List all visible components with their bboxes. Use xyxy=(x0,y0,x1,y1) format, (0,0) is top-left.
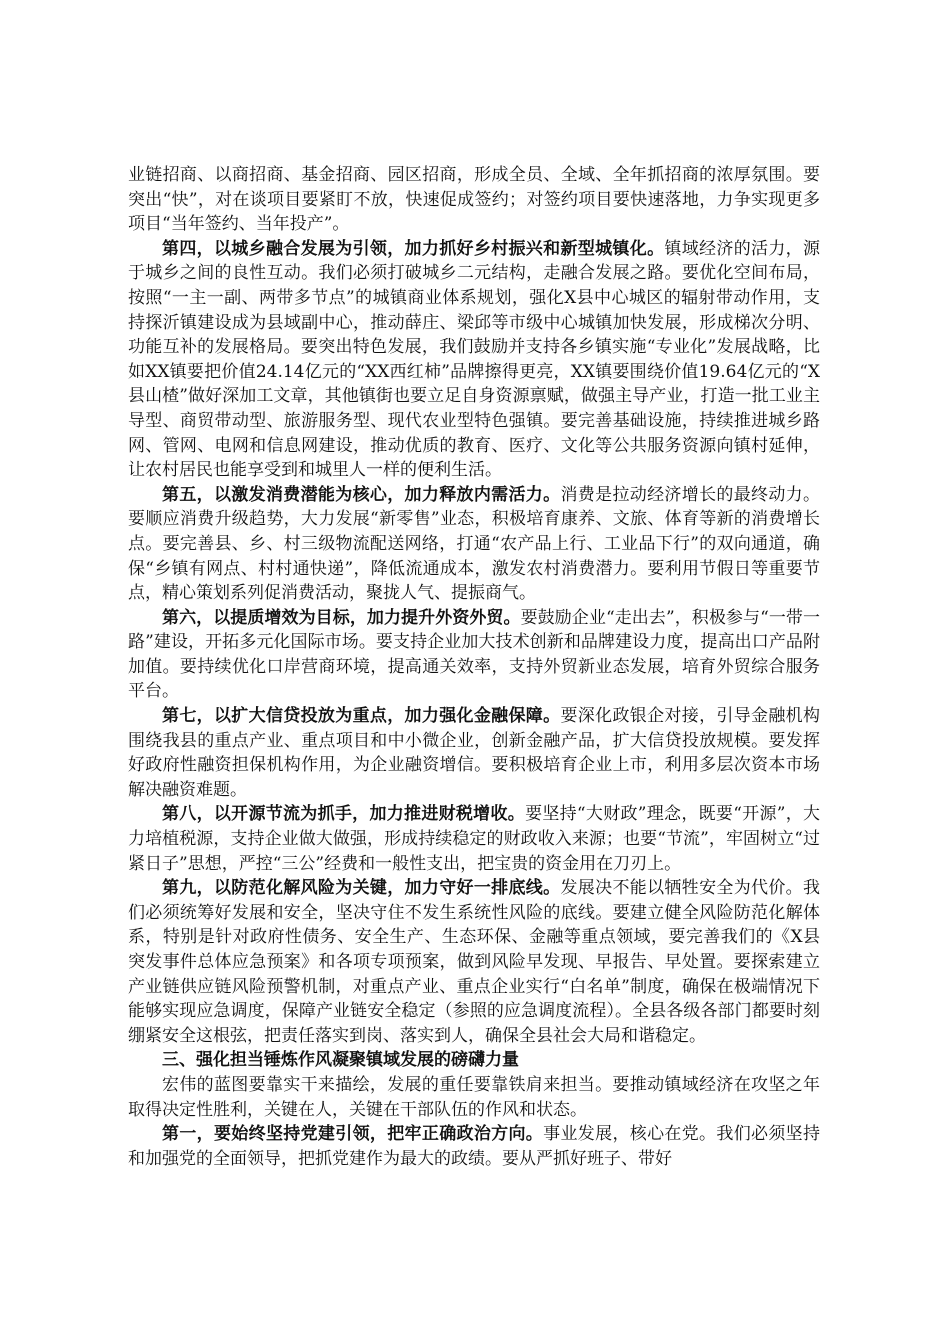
paragraph-text: 镇域经济的活力，源于城乡之间的良性互动。我们必须打破城乡二元结构，走融合发展之路。要优化空间布局，按照“一主一副、两带多节点”的城镇商业体系规划，强化X县中心城区的辐射带动作用，支持探沂镇建设成为县域副中心，推动薛庄、梁邱等市级中心城镇加快发展，形成梯次分明、功能互补的发展格局。要突出特色发展，我们鼓励并支持各乡镇实施“专业化”发展战略，比如XX镇要把价值24.14亿元的“XX西红柿”品牌擦得更亮，XX镇要围绕价值19.64亿元的“X县山楂”做好深加工文章，其他镇街也要立足自身资源禀赋，做强主导产业，打造一批工业主导型、商贸带动型、旅游服务型、现代农业型特色强镇。要完善基础设施，持续推进城乡路网、管网、电网和信息网建设，推动优质的教育、医疗、文化等公共服务资源向镇村延伸，让农村居民也能享受到和城里人一样的便利生活。 xyxy=(128,238,821,481)
paragraph-text: 要坚持“大财政”理念，既要“开源”，大力培植税源，支持企业做大做强，形成持续稳定的财政收入来源；也要“节流”，牢固树立“过紧日子”思想，严控“三公”经费和一般性支出，把宝贵的资金用在刀刃上。 xyxy=(128,804,821,874)
paragraph-text: 消费是拉动经济增长的最终动力。要顺应消费升级趋势，大力发展“新零售”业态，积极培育康养、文旅、体育等新的消费增长点。要完善县、乡、村三级物流配送网络，打通“农产品上行、工业品下行”的双向通道，确保“乡镇有网点、村村通快递”，降低流通成本，激发农村消费潜力。要利用节假日等重要节点，精心策划系列促消费活动，聚拢人气、提振商气。 xyxy=(128,484,821,604)
paragraph-lead: 第五，以激发消费潜能为核心，加力释放内需活力。 xyxy=(162,484,561,505)
paragraph-text: 要鼓励企业“走出去”，积极参与“一带一路”建设，开拓多元化国际市场。要支持企业加大技术创新和品牌建设力度，提高出口产品附加值。要持续优化口岸营商环境，提高通关效率，支持外贸新业态发展，培育外贸综合服务平台。 xyxy=(128,607,820,702)
paragraph-ninth xyxy=(128,876,820,1048)
paragraph-lead: 第六，以提质增效为目标，加力提升外资外贸。 xyxy=(162,607,521,628)
section-heading: 三、强化担当锤炼作风凝聚镇域发展的磅礴力量 xyxy=(162,1050,519,1071)
paragraph-section-intro xyxy=(128,1073,820,1122)
paragraph-continuation xyxy=(128,163,820,237)
paragraph-first-point xyxy=(128,1122,820,1171)
paragraph-sixth xyxy=(128,606,820,704)
paragraph-lead: 第八，以开源节流为抓手，加力推进财税增收。 xyxy=(162,804,526,825)
paragraph-lead: 第九，以防范化解风险为关键，加力守好一排底线。 xyxy=(162,878,561,899)
document-page xyxy=(128,163,820,1171)
paragraph-text: 要深化政银企对接，引导金融机构围绕我县的重点产业、重点项目和中小微企业，创新金融产品，扩大信贷投放规模。要发挥好政府性融资担保机构作用，为企业融资增信。要积极培育企业上市，利用多层次资本市场解决融资难题。 xyxy=(128,706,821,800)
paragraph-text: 发展决不能以牺牲安全为代价。我们必须统筹好发展和安全，坚决守住不发生系统性风险的底线。要建立健全风险防范化解体系，特别是针对政府性债务、安全生产、生态环保、金融等重点领域，要完善我们的《X县突发事件总体应急预案》和各项专项预案，做到风险早发现、早报告、早处置。要探索建立产业链供应链风险预警机制，对重点产业、重点企业实行“白名单”制度，确保在极端情况下能够实现应急调度，保障产业链安全稳定（参照的应急调度流程）。全县各级各部门都要时刻绷紧安全这根弦，把责任落实到岗、落实到人，确保全县社会大局和谐稳定。 xyxy=(128,878,821,1046)
paragraph-lead: 第四，以城乡融合发展为引领，加力抓好乡村振兴和新型城镇化。 xyxy=(162,238,665,259)
paragraph-text: 事业发展，核心在党。我们必须坚持和加强党的全面领导，把抓党建作为最大的政绩。要从严抓好班子、带好 xyxy=(128,1124,821,1169)
paragraph-eighth xyxy=(128,802,820,876)
paragraph-seventh xyxy=(128,704,820,802)
paragraph-text: 业链招商、以商招商、基金招商、园区招商，形成全员、全域、全年抓招商的浓厚氛围。要突出“快”，对在谈项目要紧盯不放，快速促成签约；对签约项目要快速落地，力争实现更多项目“当年签约、当年投产”。 xyxy=(128,165,820,235)
paragraph-lead: 第七，以扩大信贷投放为重点，加力强化金融保障。 xyxy=(162,706,561,727)
paragraph-lead: 第一，要始终坚持党建引领，把牢正确政治方向。 xyxy=(162,1124,544,1145)
paragraph-fourth xyxy=(128,237,820,483)
paragraph-text: 宏伟的蓝图要靠实干来描绘，发展的重任要靠铁肩来担当。要推动镇域经济在攻坚之年取得决定性胜利，关键在人，关键在干部队伍的作风和状态。 xyxy=(128,1074,820,1120)
paragraph-fifth xyxy=(128,483,820,606)
